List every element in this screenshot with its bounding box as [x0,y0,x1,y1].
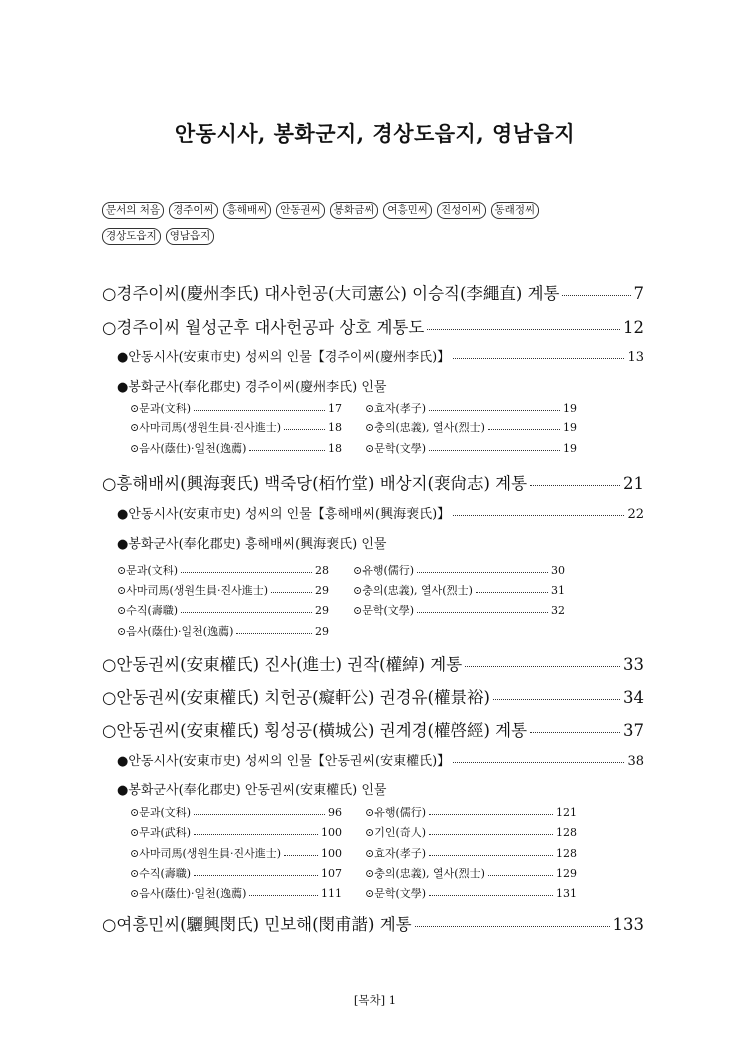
toc-label: ●안동시사(安東市史) 성씨의 인물【안동권씨(安東權氏)】 [117,754,451,769]
toc-subentry[interactable] [365,845,577,861]
leader-dots [530,732,620,733]
toc-label: ⊙사마司馬(생원生員·진사進士) [130,847,282,860]
toc-entry[interactable] [117,750,644,769]
toc-label: ⊙문과(文科) [130,806,192,819]
toc-label: ⊙음사(蔭仕)·일천(逸薦) [130,442,247,455]
toc-page: 121 [556,806,577,819]
leader-dots [562,295,630,296]
leader-dots [249,450,325,451]
leader-dots [465,666,620,667]
toc-page: 31 [551,584,565,597]
toc-page: 29 [315,584,329,597]
toc-label: ○흥해배씨(興海裵氏) 백죽당(栢竹堂) 배상지(裵尙志) 계통 [102,474,528,493]
leader-dots [476,592,548,593]
toc-page: 32 [551,604,565,617]
toc-label: ⊙문학(文學) [365,887,427,900]
tab-yeoheung-min[interactable]: 여흥민씨 [383,202,432,219]
tab-heunghae-bae[interactable]: 흥해배씨 [223,202,272,219]
toc-page: 107 [321,867,342,880]
toc-subentry[interactable] [130,804,342,820]
toc-entry[interactable] [117,503,644,522]
toc-label: ⊙음사(蔭仕)·일천(逸薦) [117,625,234,638]
toc-label: ⊙효자(孝子) [365,847,427,860]
toc-entry[interactable] [102,684,644,708]
tab-document-start[interactable]: 문서의 처음 [102,202,164,219]
leader-dots [271,592,312,593]
nav-tabs-row-2 [102,228,662,245]
leader-dots [429,814,553,815]
toc-subentry[interactable] [365,419,577,435]
toc-page: 19 [563,442,577,455]
toc-label: ○안동권씨(安東權氏) 진사(進士) 권작(權綽) 계통 [102,655,463,674]
tab-bonghwa-geum[interactable]: 봉화금씨 [330,202,379,219]
toc-label: ⊙문학(文學) [365,442,427,455]
leader-dots [417,572,548,573]
toc-label: ○경주이씨 월성군후 대사헌공파 상호 계통도 [102,318,425,337]
page-footer: [목차] 1 [353,993,397,1007]
toc-entry[interactable] [102,911,644,935]
toc-subentry[interactable] [353,562,565,578]
tab-dongrae-jeong[interactable]: 동래정씨 [491,202,540,219]
toc-page: 100 [321,847,342,860]
tab-jinseong-lee[interactable]: 진성이씨 [437,202,486,219]
toc-subentry[interactable] [117,582,329,598]
toc-label: ⊙충의(忠義), 열사(烈士) [365,867,485,880]
leader-dots [429,895,553,896]
toc-subentry[interactable] [130,400,342,416]
tab-andong-kwon[interactable]: 안동권씨 [276,202,325,219]
leader-dots [284,855,318,856]
leader-dots [249,895,318,896]
toc-page: 28 [315,564,329,577]
toc-label: ⊙문학(文學) [353,604,415,617]
toc-label: ⊙충의(忠義), 열사(烈士) [353,584,473,597]
toc-subentry[interactable] [365,440,577,456]
toc-subentry[interactable] [130,885,342,901]
toc-subentry[interactable] [365,885,577,901]
toc-subentry[interactable] [365,804,577,820]
toc-page: 12 [623,318,644,337]
toc-label: ⊙효자(孝子) [365,402,427,415]
toc-page: 18 [328,442,342,455]
toc-page: 128 [556,847,577,860]
leader-dots [194,814,325,815]
toc-page: 96 [328,806,342,819]
toc-page: 100 [321,826,342,839]
leader-dots [488,429,560,430]
toc-page: 33 [623,655,644,674]
toc-label: ⊙사마司馬(생원生員·진사進士) [130,421,282,434]
toc-label: ⊙사마司馬(생원生員·진사進士) [117,584,269,597]
leader-dots [194,875,318,876]
toc-label: ⊙수직(壽職) [130,867,192,880]
leader-dots [284,429,325,430]
toc-label: ⊙수직(壽職) [117,604,179,617]
tab-gyeongsangdo-eupji[interactable]: 경상도읍지 [102,228,161,245]
toc-label: ●안동시사(安東市史) 성씨의 인물【경주이씨(慶州李氏)】 [117,350,451,365]
leader-dots [530,485,620,486]
nav-tabs-row-1 [102,202,662,219]
toc-page: 30 [551,564,565,577]
toc-page: 37 [623,721,644,740]
leader-dots [493,699,620,700]
toc-page: 34 [623,688,644,707]
toc-page: 131 [556,887,577,900]
toc-subentry[interactable] [365,824,577,840]
leader-dots [417,612,548,613]
toc-section-heading[interactable] [117,376,386,395]
toc-label: ●봉화군사(奉化郡史) 흥해배씨(興海裵氏) 인물 [117,537,387,552]
toc-label: ○여흥민씨(驪興閔氏) 민보해(閔甫諧) 계통 [102,915,412,934]
toc-subentry[interactable] [117,602,329,618]
toc-page: 19 [563,421,577,434]
toc-page: 38 [627,754,644,769]
toc-label: ○경주이씨(慶州李氏) 대사헌공(大司憲公) 이승직(李繩直) 계통 [102,284,560,303]
leader-dots [194,834,318,835]
toc-subentry[interactable] [365,865,577,881]
leader-dots [453,762,624,763]
leader-dots [453,358,624,359]
toc-label: ○안동권씨(安東權氏) 횡성공(橫城公) 권계경(權啓經) 계통 [102,721,528,740]
toc-page: 129 [556,867,577,880]
leader-dots [236,633,312,634]
toc-entry[interactable] [102,280,644,304]
toc-entry[interactable] [102,470,644,494]
leader-dots [429,834,553,835]
toc-page: 7 [633,284,644,303]
leader-dots [488,875,553,876]
leader-dots [415,926,610,927]
toc-page: 133 [612,915,644,934]
leader-dots [429,450,560,451]
toc-subentry[interactable] [353,602,565,618]
leader-dots [429,410,560,411]
toc-page: 22 [627,507,644,522]
toc-section-heading[interactable] [117,533,386,552]
toc-label: ⊙유행(儒行) [365,806,427,819]
toc-label: ●봉화군사(奉化郡史) 경주이씨(慶州李氏) 인물 [117,380,387,395]
toc-subentry[interactable] [130,845,342,861]
toc-label: ○안동권씨(安東權氏) 치헌공(癡軒公) 권경유(權景裕) [102,688,490,707]
toc-entry[interactable] [102,314,644,338]
toc-label: ⊙기인(奇人) [365,826,427,839]
toc-label: ⊙충의(忠義), 열사(烈士) [365,421,485,434]
toc-page: 29 [315,604,329,617]
toc-entry[interactable] [117,346,644,365]
toc-page: 128 [556,826,577,839]
toc-label: ●안동시사(安東市史) 성씨의 인물【흥해배씨(興海裵氏)】 [117,507,451,522]
toc-page: 13 [627,350,644,365]
tab-yeongnam-eupji[interactable]: 영남읍지 [166,228,215,245]
toc-subentry[interactable] [117,562,329,578]
toc-subentry[interactable] [117,623,329,639]
leader-dots [181,612,312,613]
toc-subentry[interactable] [130,440,342,456]
toc-page: 19 [563,402,577,415]
toc-subentry[interactable] [130,824,342,840]
page-title: 안동시사, 봉화군지, 경상도읍지, 영남읍지 [174,121,576,146]
toc-label: ⊙유행(儒行) [353,564,415,577]
toc-section-heading[interactable] [117,779,386,798]
toc-entry[interactable] [102,651,644,675]
leader-dots [181,572,312,573]
tab-gyeongju-lee[interactable]: 경주이씨 [169,202,218,219]
toc-subentry[interactable] [365,400,577,416]
toc-label: ⊙문과(文科) [130,402,192,415]
toc-label: ⊙무과(武科) [130,826,192,839]
toc-subentry[interactable] [130,865,342,881]
toc-subentry[interactable] [353,582,565,598]
leader-dots [194,410,325,411]
toc-page: 18 [328,421,342,434]
toc-label: ⊙문과(文科) [117,564,179,577]
toc-page: 21 [623,474,644,493]
toc-label: ●봉화군사(奉化郡史) 안동권씨(安東權氏) 인물 [117,783,387,798]
leader-dots [453,515,624,516]
toc-label: ⊙음사(蔭仕)·일천(逸薦) [130,887,247,900]
toc-subentry[interactable] [130,419,342,435]
toc-page: 29 [315,625,329,638]
leader-dots [427,329,620,330]
toc-entry[interactable] [102,717,644,741]
toc-page: 17 [328,402,342,415]
toc-page: 111 [321,887,342,900]
leader-dots [429,855,553,856]
